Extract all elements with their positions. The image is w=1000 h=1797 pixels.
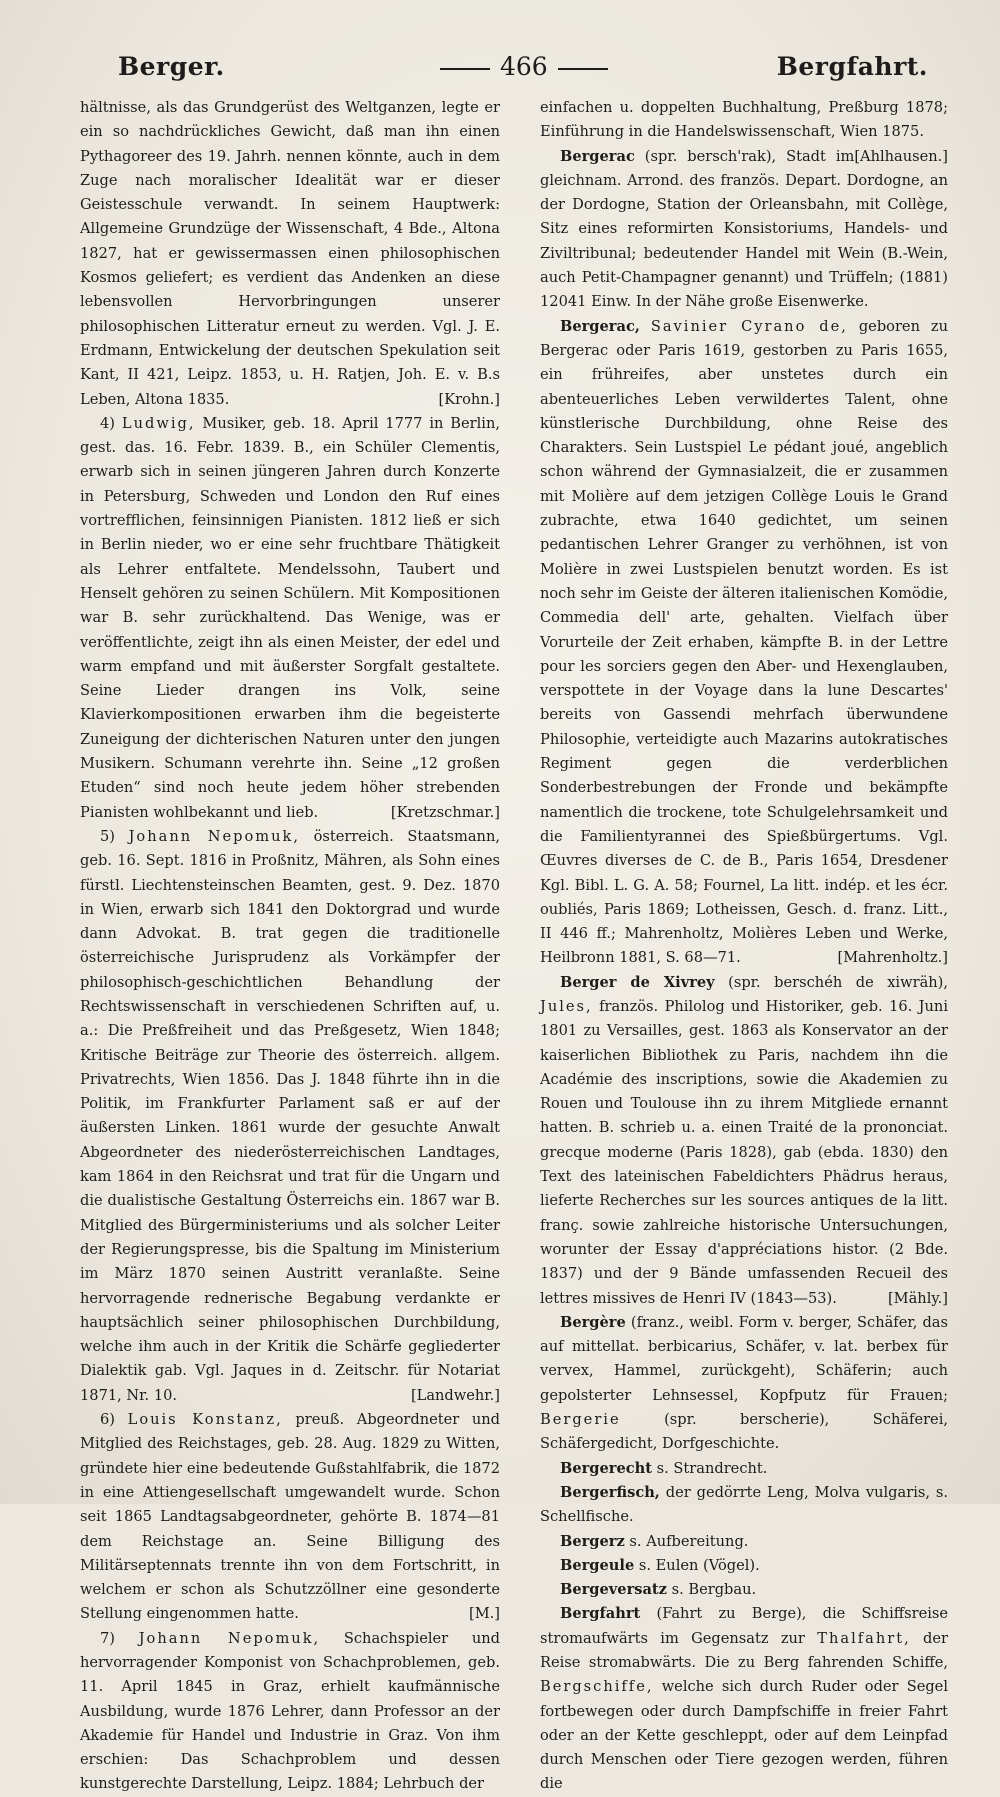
paragraph-continuation: einfachen u. doppelten Buchhaltung, Preßburg 1878; Einführung in die Handelswissenschaft, Wien 1875. [Ahlhausen.] <box>540 96 948 145</box>
entry-bergerac-town: Bergerac (spr. bersch'rak), Stadt im gleichnam. Arrond. des französ. Depart. Dordogne, an der Dordogne, Station der Orleansbahn, mit Collège, Sitz eines reformirten Konsistoriums, Handels- und Ziviltribunal; bedeutender Handel mit Wein (B.-Wein, auch Petit-Champagner genannt) und Trüffeln; (1881) 12041 Einw. In der Nähe große Eisenwerke. <box>540 147 948 311</box>
header-left-catchword: Berger. <box>118 52 225 81</box>
author-signature: [Landwehr.] <box>410 1386 500 1404</box>
entry-johann-nepomuk-statesman: 5) Johann Nepomuk, österreich. Staatsmann, geb. 16. Sept. 1816 in Proßnitz, Mähren, als Sohn eines fürstl. Liechtensteinschen Beamten, gest. 9. Dez. 1870 in Wien, erwarb sich 1841 den Doktorgrad und wurde dann Advokat. B. trat gegen die traditionelle österreichische Jurisprudenz als Vorkämpfer der philosophisch-geschichtlichen Behandlung der Rechtswissenschaft in verschiedenen Schriften auf, u. a.: Die Preßfreiheit und das Preßgesetz, Wien 1848; Kritische Beiträge zur Theorie des österreich. allgem. Privatrechts, Wien 1856. Das J. 1848 führte ihn in die Politik, im Frankfurter Parlament saß er auf der äußersten Linken. 1861 wurde der gesuchte Anwalt Abgeordneter des niederösterreichischen Landtages, kam 1864 in den Reichsrat und trat für die Ungarn und die dualistische Gestaltung Österreichs ein. 1867 war B. Mitglied des Bürgerministeriums und als solcher Leiter der Regierungspresse, bis die Spaltung im Ministerium im März 1870 seinen Austritt veranlaßte. Seine hervorragende rednerische Begabung verdankte er hauptsächlich seiner philosophischen Durchbildung, welche ihm auch in der Kritik die Schärfe gegliederter Dialektik gab. Vgl. Jaques in d. Zeitschr. für Notariat 1871, Nr. 10. [Landwehr.] <box>80 825 500 1408</box>
author-signature: [Mahrenholtz.] <box>837 949 948 967</box>
entry-bergere: Bergère (franz., weibl. Form v. berger, Schäfer, das auf mittellat. berbicarius, Schäfer, v. lat. berbex für vervex, Hammel, zurückgeht), Schäferin; auch gepolsterter Lehnsessel, Kopfputz für Frauen; Bergerie (spr. berscherie), Schäferei, Schäfergedicht, Dorfgeschichte. <box>540 1313 948 1453</box>
entry-louis-konstanz: 6) Louis Konstanz, preuß. Abgeordneter und Mitglied des Reichstages, geb. 28. Aug. 1829 zu Witten, gründete hier eine bedeutende Gußstahlfabrik, die 1872 in eine Attiengesellschaft umgewandelt wurde. Schon seit 1865 Landtagsabgeordneter, gehörte B. 1874—81 dem Reichstage an. Seine Billigung des Militärseptennats trennte ihn von dem Fortschritt, in welchem er schon als Schutzzöllner eine gesonderte Stellung eingenommen hatte. [M.] <box>80 1408 500 1627</box>
page-number: 466 <box>430 52 618 81</box>
header-right-catchword: Bergfahrt. <box>776 52 928 81</box>
entry-bergerz: Bergerz s. Aufbereitung. <box>560 1532 749 1550</box>
entry-bergeversatz: Bergeversatz s. Bergbau. <box>560 1581 757 1599</box>
right-column <box>540 96 948 1797</box>
author-signature: [Krohn.] <box>438 390 500 408</box>
author-signature: [M.] <box>469 1605 500 1623</box>
entry-ludwig: 4) Ludwig, Musiker, geb. 18. April 1777 in Berlin, gest. das. 16. Febr. 1839. B., ein Schüler Clementis, erwarb sich in seinen jüngeren Jahren durch Konzerte in Petersburg, Schweden und London den Ruf eines vortrefflichen, feinsinnigen Pianisten. 1812 ließ er sich in Berlin nieder, wo er eine sehr fruchtbare Thätigkeit als Lehrer entfaltete. Mendelssohn, Taubert und Henselt gehören zu seinen Schülern. Mit Kompositionen war B. sehr zurückhaltend. Das Wenige, was er veröffentlichte, zeigt ihn als einen Meister, der edel und warm empfand und mit äußerster Sorgfalt gestaltete. Seine Lieder drangen ins Volk, seine Klavierkompositionen erwarben ihm die begeisterte Zuneigung der dichterischen Naturen unter den jungen Musikern. Schumann verehrte ihn. Seine „12 großen Etuden“ sind noch heute jedem höher strebenden Pianisten wohlbekannt und lieb. [Kretzschmar.] <box>80 412 500 825</box>
author-signature: [Kretzschmar.] <box>390 803 500 821</box>
entry-bergerac-cyrano: Bergerac, Savinier Cyrano de, geboren zu Bergerac oder Paris 1619, gestorben zu Paris 1655, ein frühreifes, aber unstetes durch ein abenteuerliches Leben verwildertes Talent, ohne künstlerische Durchbildung, ohne Reise des Charakters. Sein Lustspiel Le pédant joué, angeblich schon während der Gymnasialzeit, die er zusammen mit Molière auf dem jetzigen Collège Louis le Grand zubrachte, etwa 1640 gedichtet, um seinen pedantischen Lehrer Granger zu verhöhnen, ist von Molière in zwei Lustspielen benutzt worden. Es ist noch sehr im Geiste der älteren italienischen Komödie, Commedia dell' arte, gehalten. Vielfach über Vorurteile der Zeit erhaben, kämpfte B. in der Lettre pour les sorciers gegen den Aber- und Hexenglauben, verspottete in der Voyage dans la lune Descartes' bereits von Gassendi mehrfach überwundene Philosophie, verteidigte auch Mazarins autokratisches Regiment gegen die verderblichen Sonderbestrebungen der Fronde und bekämpfte namentlich die trockene, tote Schulgelehrsamkeit und die Familientyrannei des Spießbürgertums. Vgl. Œuvres diverses de C. de B., Paris 1654, Dresdener Kgl. Bibl. L. G. A. 58; Fournel, La litt. indép. et les écr. oubliés, Paris 1869; Lotheissen, Gesch. d. franz. Litt., II 446 ff.; Mahrenholtz, Molières Leben und Werke, Heilbronn 1881, S. 68—71. [Mahrenholtz.] <box>540 315 948 971</box>
entry-bergeule: Bergeule s. Eulen (Vögel). <box>560 1556 760 1574</box>
entry-johann-nepomuk-chess: 7) Johann Nepomuk, Schachspieler und hervorragender Komponist von Schachproblemen, geb. 11. April 1845 in Graz, erhielt kaufmännische Ausbildung, wurde 1876 Lehrer, dann Professor an der Akademie für Handel und Industrie in Graz. Von ihm erschien: Das Schachproblem und dessen kunstgerechte Darstellung, Leipz. 1884; Lehrbuch der <box>80 1629 500 1793</box>
entry-bergerfisch: Bergerfisch, der gedörrte Leng, Molva vulgaris, s. Schellfische. <box>540 1483 949 1526</box>
entry-bergerecht: Bergerecht s. Strandrecht. <box>560 1459 768 1477</box>
paragraph-continuation: hältnisse, als das Grundgerüst des Weltganzen, legte er ein so nachdrückliches Gewicht, daß man ihn einen Pythagoreer des 19. Jahrh. nennen könnte, auch in dem Zuge nach moralischer Idealität war er dieser Geistesschule verwandt. In seinem Hauptwerk: Allgemeine Grundzüge der Wissenschaft, 4 Bde., Altona 1827, hat er gewissermassen einen philosophischen Kosmos geliefert; es verdient das Andenken an diese lebensvollen Hervorbringungen unserer philosophischen Litteratur erneut zu werden. Vgl. J. E. Erdmann, Entwickelung der deutschen Spekulation seit Kant, II 421, Leipz. 1853, u. H. Ratjen, Joh. E. v. B.s Leben, Altona 1835. [Krohn.] <box>80 96 500 412</box>
entry-berger-de-xivrey: Berger de Xivrey (spr. berschéh de xiwräh), Jules, französ. Philolog und Historiker, geb. 16. Juni 1801 zu Versailles, gest. 1863 als Konservator an der kaiserlichen Bibliothek zu Paris, nachdem ihn die Académie des inscriptions, sowie die Akademien zu Rouen und Toulouse ihn zu ihrem Mitgliede ernannt hatten. B. schrieb u. a. einen Traité de la prononciat. grecque moderne (Paris 1828), gab (ebda. 1830) den Text des lateinischen Fabeldichters Phädrus heraus, lieferte Recherches sur les sources antiques de la litt. franç. sowie zahlreiche historische Untersuchungen, worunter der Essay d'appréciations histor. (2 Bde. 1837) und der 9 Bände umfassenden Recueil des lettres missives de Henri IV (1843—53). [Mähly.] <box>540 971 948 1311</box>
page-header <box>78 52 928 92</box>
entry-bergfahrt: Bergfahrt (Fahrt zu Berge), die Schiffsreise stromaufwärts im Gegensatz zur Thalfahrt, der Reise stromabwärts. Die zu Berg fahrenden Schiffe, Bergschiffe, welche sich durch Ruder oder Segel fortbewegen oder durch Dampfschiffe in freier Fahrt oder an der Kette geschleppt, oder auf dem Leinpfad durch Menschen oder Tiere gezogen werden, führen die <box>540 1605 949 1793</box>
author-signature: [Ahlhausen.] <box>854 147 948 165</box>
author-signature: [Mähly.] <box>887 1289 948 1307</box>
left-column <box>80 96 500 1797</box>
